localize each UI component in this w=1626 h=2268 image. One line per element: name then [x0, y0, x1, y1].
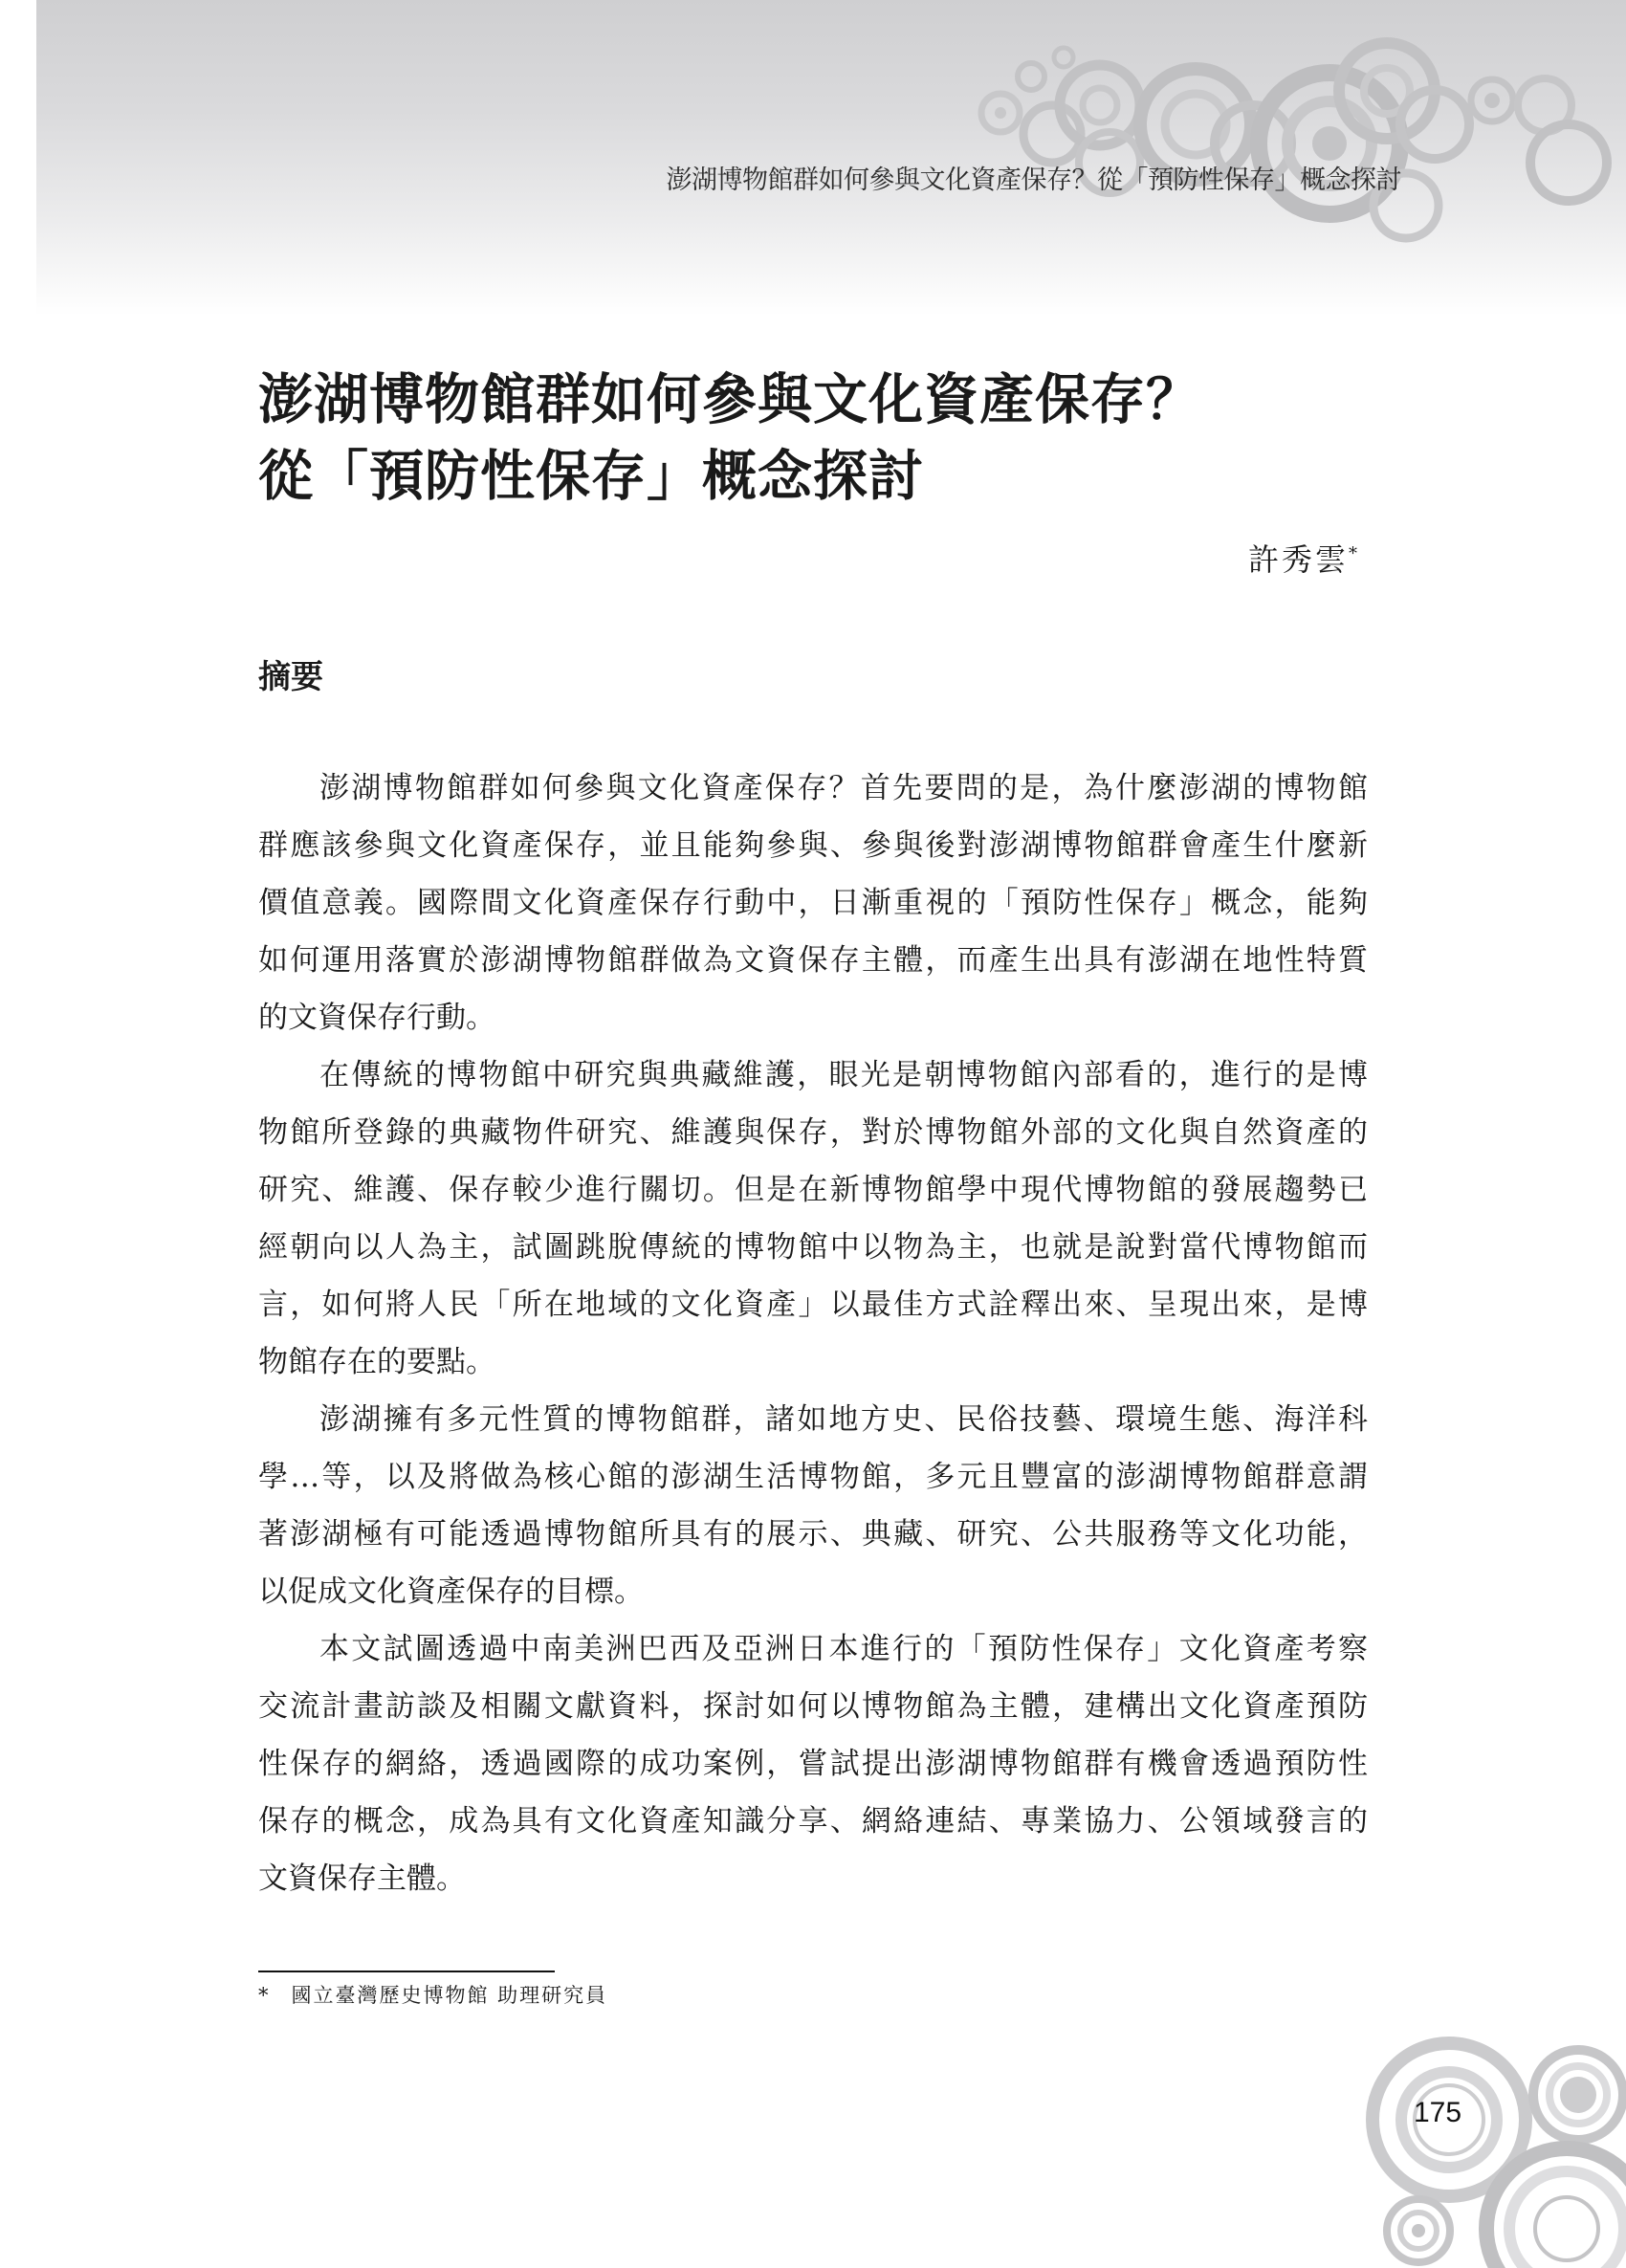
- paragraph: [258, 1620, 1368, 1907]
- paragraph-line: 著澎湖極有可能透過博物館所具有的展示、典藏、研究、公共服務等文化功能，: [258, 1517, 1368, 1552]
- paragraph-line: 的文資保存行動。: [258, 1001, 495, 1035]
- footnote: [258, 1980, 628, 2009]
- paragraph-line: 在傳統的博物館中研究與典藏維護，眼光是朝博物館內部看的，進行的是博: [319, 1058, 1368, 1092]
- paragraph-line: 本文試圖透過中南美洲巴西及亞洲日本進行的「預防性保存」文化資產考察: [319, 1632, 1368, 1666]
- running-header: 澎湖博物館群如何參與文化資產保存？從「預防性保存」概念探討: [666, 165, 1401, 195]
- paragraph: [258, 1391, 1368, 1620]
- paragraph-line: 保存的概念，成為具有文化資產知識分享、網絡連結、專業協力、公領域發言的: [258, 1804, 1368, 1839]
- author: [1248, 536, 1360, 580]
- paragraph: [258, 760, 1368, 1046]
- paragraph-line: 文資保存主體。: [258, 1861, 466, 1896]
- page-number: 175: [1414, 2097, 1462, 2128]
- footnote-text: 國立臺灣歷史博物館 助理研究員: [291, 1984, 608, 2007]
- article-title: [258, 362, 1201, 515]
- footnote-mark: *: [258, 1984, 271, 2007]
- title-line-1: 澎湖博物館群如何參與文化資產保存？: [258, 367, 1201, 431]
- paragraph-line: 澎湖博物館群如何參與文化資產保存？首先要問的是，為什麼澎湖的博物館: [319, 771, 1368, 805]
- footnote-divider: [258, 1971, 555, 1972]
- paragraph-line: 性保存的網絡，透過國際的成功案例，嘗試提出澎湖博物館群有機會透過預防性: [258, 1747, 1368, 1781]
- paragraph-line: 價值意義。國際間文化資產保存行動中，日漸重視的「預防性保存」概念，能夠: [258, 886, 1368, 920]
- paragraph-line: 群應該參與文化資產保存，並且能夠參與、參與後對澎湖博物館群會產生什麼新: [258, 828, 1368, 863]
- paragraph-line: 物館存在的要點。: [258, 1345, 495, 1379]
- paragraph-line: 如何運用落實於澎湖博物館群做為文資保存主體，而產生出具有澎湖在地性特質: [258, 943, 1368, 978]
- abstract-heading: 摘要: [258, 658, 323, 696]
- title-line-2: 從「預防性保存」概念探討: [258, 444, 924, 508]
- paragraph-line: 研究、維護、保存較少進行關切。但是在新博物館學中現代博物館的發展趨勢已: [258, 1173, 1368, 1207]
- paragraph-line: 以促成文化資產保存的目標。: [258, 1574, 644, 1609]
- abstract-body: [258, 760, 1368, 1907]
- paragraph-line: 學…等，以及將做為核心館的澎湖生活博物館，多元且豐富的澎湖博物館群意謂: [258, 1460, 1368, 1494]
- paragraph-line: 言，如何將人民「所在地域的文化資產」以最佳方式詮釋出來、呈現出來，是博: [258, 1288, 1368, 1322]
- paragraph-line: 澎湖擁有多元性質的博物館群，諸如地方史、民俗技藝、環境生態、海洋科: [319, 1402, 1368, 1437]
- paragraph-line: 經朝向以人為主，試圖跳脫傳統的博物館中以物為主，也就是說對當代博物館而: [258, 1230, 1368, 1265]
- paragraph-line: 物館所登錄的典藏物件研究、維護與保存，對於博物館外部的文化與自然資產的: [258, 1115, 1368, 1150]
- author-name: 許秀雲: [1247, 541, 1349, 578]
- author-footnote-mark: *: [1349, 543, 1360, 564]
- page-number-circles-decoration: [1320, 1990, 1626, 2268]
- paragraph: [258, 1046, 1368, 1391]
- paragraph-line: 交流計畫訪談及相關文獻資料，探討如何以博物館為主體，建構出文化資產預防: [258, 1689, 1368, 1724]
